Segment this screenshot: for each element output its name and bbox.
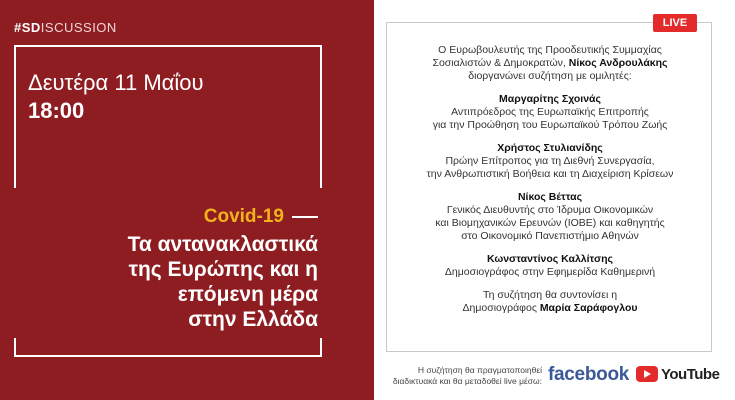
headline	[18, 232, 318, 332]
moderator	[400, 289, 700, 315]
youtube-play-icon[interactable]	[636, 366, 658, 382]
speaker-role: Δημοσιογράφος στην Εφημερίδα Καθημερινή	[444, 266, 656, 278]
speaker-item	[400, 142, 700, 181]
broadcast-note-line: διαδικτυακά και θα μεταδοθεί live μέσω:	[392, 376, 542, 386]
topic-label	[204, 206, 318, 228]
headline-line: στην Ελλάδα	[188, 308, 318, 331]
hashtag	[14, 20, 117, 35]
topic-dash	[292, 216, 318, 218]
moderator-title: Δημοσιογράφος	[462, 302, 537, 314]
broadcast-note	[386, 365, 542, 387]
broadcast-note-line: Η συζήτηση θα πραγματοποιηθεί	[417, 365, 542, 375]
speaker-item	[400, 93, 700, 132]
speaker-role: Αντιπρόεδρος της Ευρωπαϊκής Επιτροπής	[451, 106, 649, 118]
organizer-name: Νίκος Ανδρουλάκης	[568, 57, 668, 69]
title-block	[18, 206, 318, 332]
event-time: 18:00	[28, 98, 85, 123]
speaker-role: στο Οικονομικό Πανεπιστήμιο Αθηνών	[461, 230, 639, 242]
intro-line-text: Σοσιαλιστών & Δημοκρατών,	[432, 57, 566, 69]
speaker-role: για την Προώθηση του Ευρωπαϊκού Τρόπου Ζωής	[432, 119, 668, 131]
intro-line	[400, 57, 700, 70]
event-details	[400, 44, 700, 325]
moderator-line: Τη συζήτηση θα συντονίσει η	[482, 289, 618, 301]
intro-text	[400, 44, 700, 83]
youtube-logo[interactable]: YouTube	[661, 366, 720, 383]
speaker-name: Κωνσταντίνος Καλλίτσης	[487, 253, 613, 265]
speaker-name: Νίκος Βέττας	[517, 191, 583, 203]
event-date: Δευτέρα 11 Μαΐου	[28, 70, 204, 95]
facebook-logo[interactable]: facebook	[548, 364, 630, 385]
hashtag-rest: ISCUSSION	[40, 20, 117, 35]
speaker-role: Γενικός Διευθυντής στο Ίδρυμα Οικονομικών	[446, 204, 654, 216]
intro-line: Ο Ευρωβουλευτής της Προοδευτικής Συμμαχίας	[438, 44, 662, 56]
speaker-name: Χρήστος Στυλιανίδης	[497, 142, 603, 154]
headline-line: της Ευρώπης και η	[128, 258, 318, 281]
moderator-line	[400, 302, 700, 315]
speaker-item	[400, 253, 700, 279]
topic-text: Covid-19	[203, 206, 284, 227]
hashtag-prefix: #SD	[14, 20, 41, 35]
headline-line: Τα αντανακλαστικά	[127, 233, 318, 256]
speaker-role: την Ανθρωπιστική Βοήθεια και τη Διαχείριση Κρίσεων	[426, 168, 674, 180]
speaker-role: Πρώην Επίτροπος για τη Διεθνή Συνεργασία,	[445, 155, 655, 167]
speaker-item	[400, 191, 700, 243]
live-badge: LIVE	[653, 14, 697, 32]
intro-line: διοργανώνει συζήτηση με ομιλητές:	[468, 70, 632, 82]
moderator-name: Μαρία Σαράφογλου	[539, 302, 638, 314]
headline-line: επόμενη μέρα	[177, 283, 318, 306]
speaker-name: Μαργαρίτης Σχοινάς	[499, 93, 601, 105]
speaker-role: και Βιομηχανικών Ερευνών (ΙΟΒΕ) και καθηγητής	[435, 217, 665, 229]
